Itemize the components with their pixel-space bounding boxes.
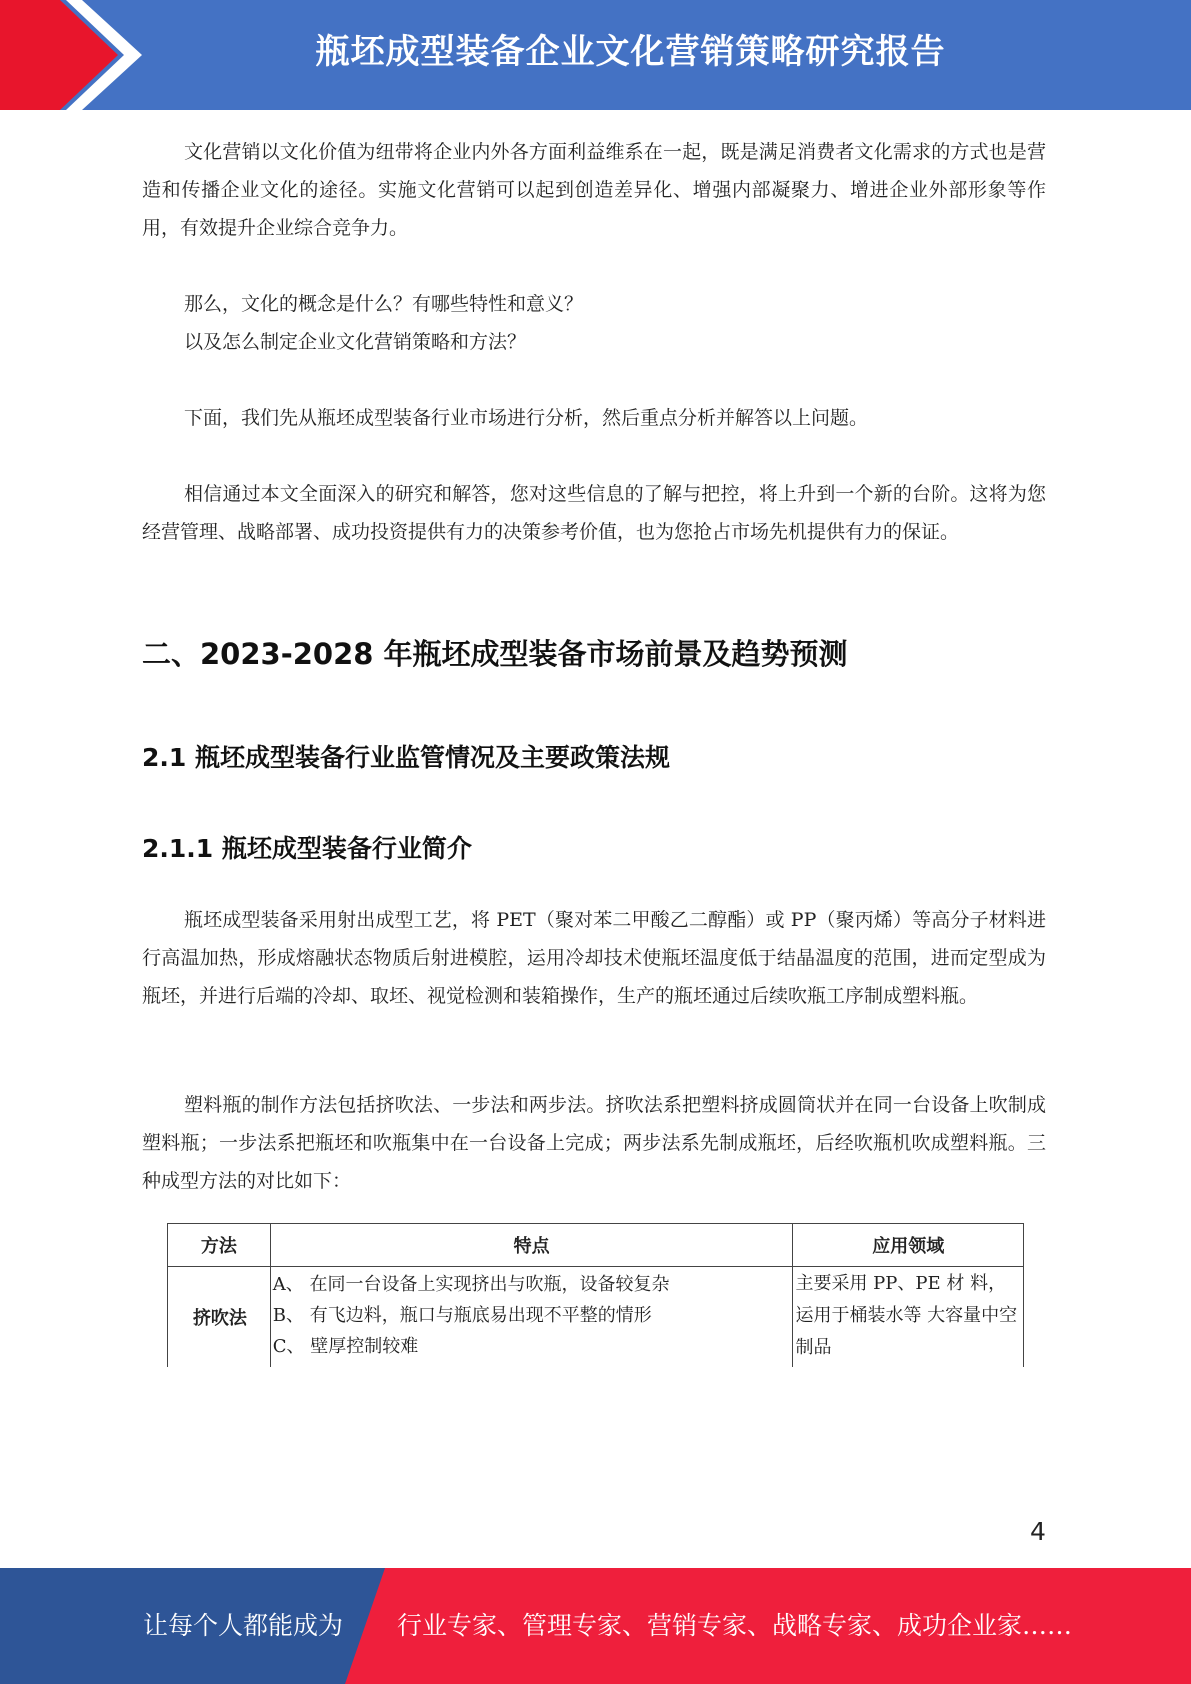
section-heading: 二、2023-2028 年瓶坯成型装备市场前景及趋势预测 [142, 637, 848, 671]
table-row [168, 1267, 1024, 1368]
feature-line: C、 壁厚控制较难 [272, 1336, 419, 1357]
analysis-paragraph: 下面，我们先从瓶坯成型装备行业市场进行分析，然后重点分析并解答以上问题。 [184, 407, 869, 429]
table-header-row [168, 1224, 1024, 1267]
footer-slogan-right: 行业专家、管理专家、营销专家、战略专家、成功企业家…… [397, 1611, 1073, 1640]
intro-paragraph: 文化营销以文化价值为纽带将企业内外各方面利益维系在一起，既是满足消费者文化需求的方式也是营造和传播企业文化的途径。实施文化营销可以起到创造差异化、增强内部凝聚力、增进企业外部形象等作用，有效提升企业综合竞争力。 [142, 141, 1046, 239]
report-title: 瓶坯成型装备企业文化营销策略研究报告 [315, 32, 946, 72]
trust-paragraph: 相信通过本文全面深入的研究和解答，您对这些信息的了解与把控，将上升到一个新的台阶。这将为您经营管理、战略部署、成功投资提供有力的决策参考价值，也为您抢占市场先机提供有力的保证。 [142, 483, 1046, 543]
footer-slogan-left: 让每个人都能成为 [143, 1611, 344, 1640]
table-header-method: 方法 [168, 1224, 271, 1267]
header-banner [0, 0, 1191, 110]
feature-line: B、 有飞边料，瓶口与瓶底易出现不平整的情形 [272, 1305, 652, 1326]
question-line-1: 那么，文化的概念是什么？有哪些特性和意义？ [184, 293, 584, 315]
methods-paragraph: 塑料瓶的制作方法包括挤吹法、一步法和两步法。挤吹法系把塑料挤成圆筒状并在同一台设备上吹制成塑料瓶；一步法系把瓶坯和吹瓶集中在一台设备上完成；两步法系先制成瓶坯，后经吹瓶机吹成塑料瓶。三种成型方法的对比如下： [142, 1094, 1046, 1192]
footer-banner [0, 1568, 1191, 1684]
application-cell: 主要采用 PP、PE 材 料，运用于桶装水等 大容量中空制品 [793, 1267, 1024, 1368]
subsection-heading: 2.1 瓶坯成型装备行业监管情况及主要政策法规 [142, 743, 670, 772]
feature-line: A、 在同一台设备上实现挤出与吹瓶，设备较复杂 [272, 1274, 670, 1295]
subsubsection-heading: 2.1.1 瓶坯成型装备行业简介 [142, 834, 472, 863]
features-cell [270, 1267, 793, 1368]
page-number: 4 [1030, 1517, 1046, 1546]
industry-intro-paragraph: 瓶坯成型装备采用射出成型工艺，将 PET（聚对苯二甲酸乙二醇酯）或 PP（聚丙烯）等高分子材料进行高温加热，形成熔融状态物质后射进模腔，运用冷却技术使瓶坯温度低于结晶温度的范围，进而定型成为瓶坯，并进行后端的冷却、取坯、视觉检测和装箱操作，生产的瓶坯通过后续吹瓶工序制成塑料瓶。 [142, 909, 1046, 1007]
question-line-2: 以及怎么制定企业文化营销策略和方法？ [184, 331, 527, 353]
table-header-application: 应用领域 [793, 1224, 1024, 1267]
methods-comparison-table [167, 1223, 1024, 1367]
table-header-features: 特点 [270, 1224, 793, 1267]
method-cell: 挤吹法 [168, 1267, 271, 1368]
